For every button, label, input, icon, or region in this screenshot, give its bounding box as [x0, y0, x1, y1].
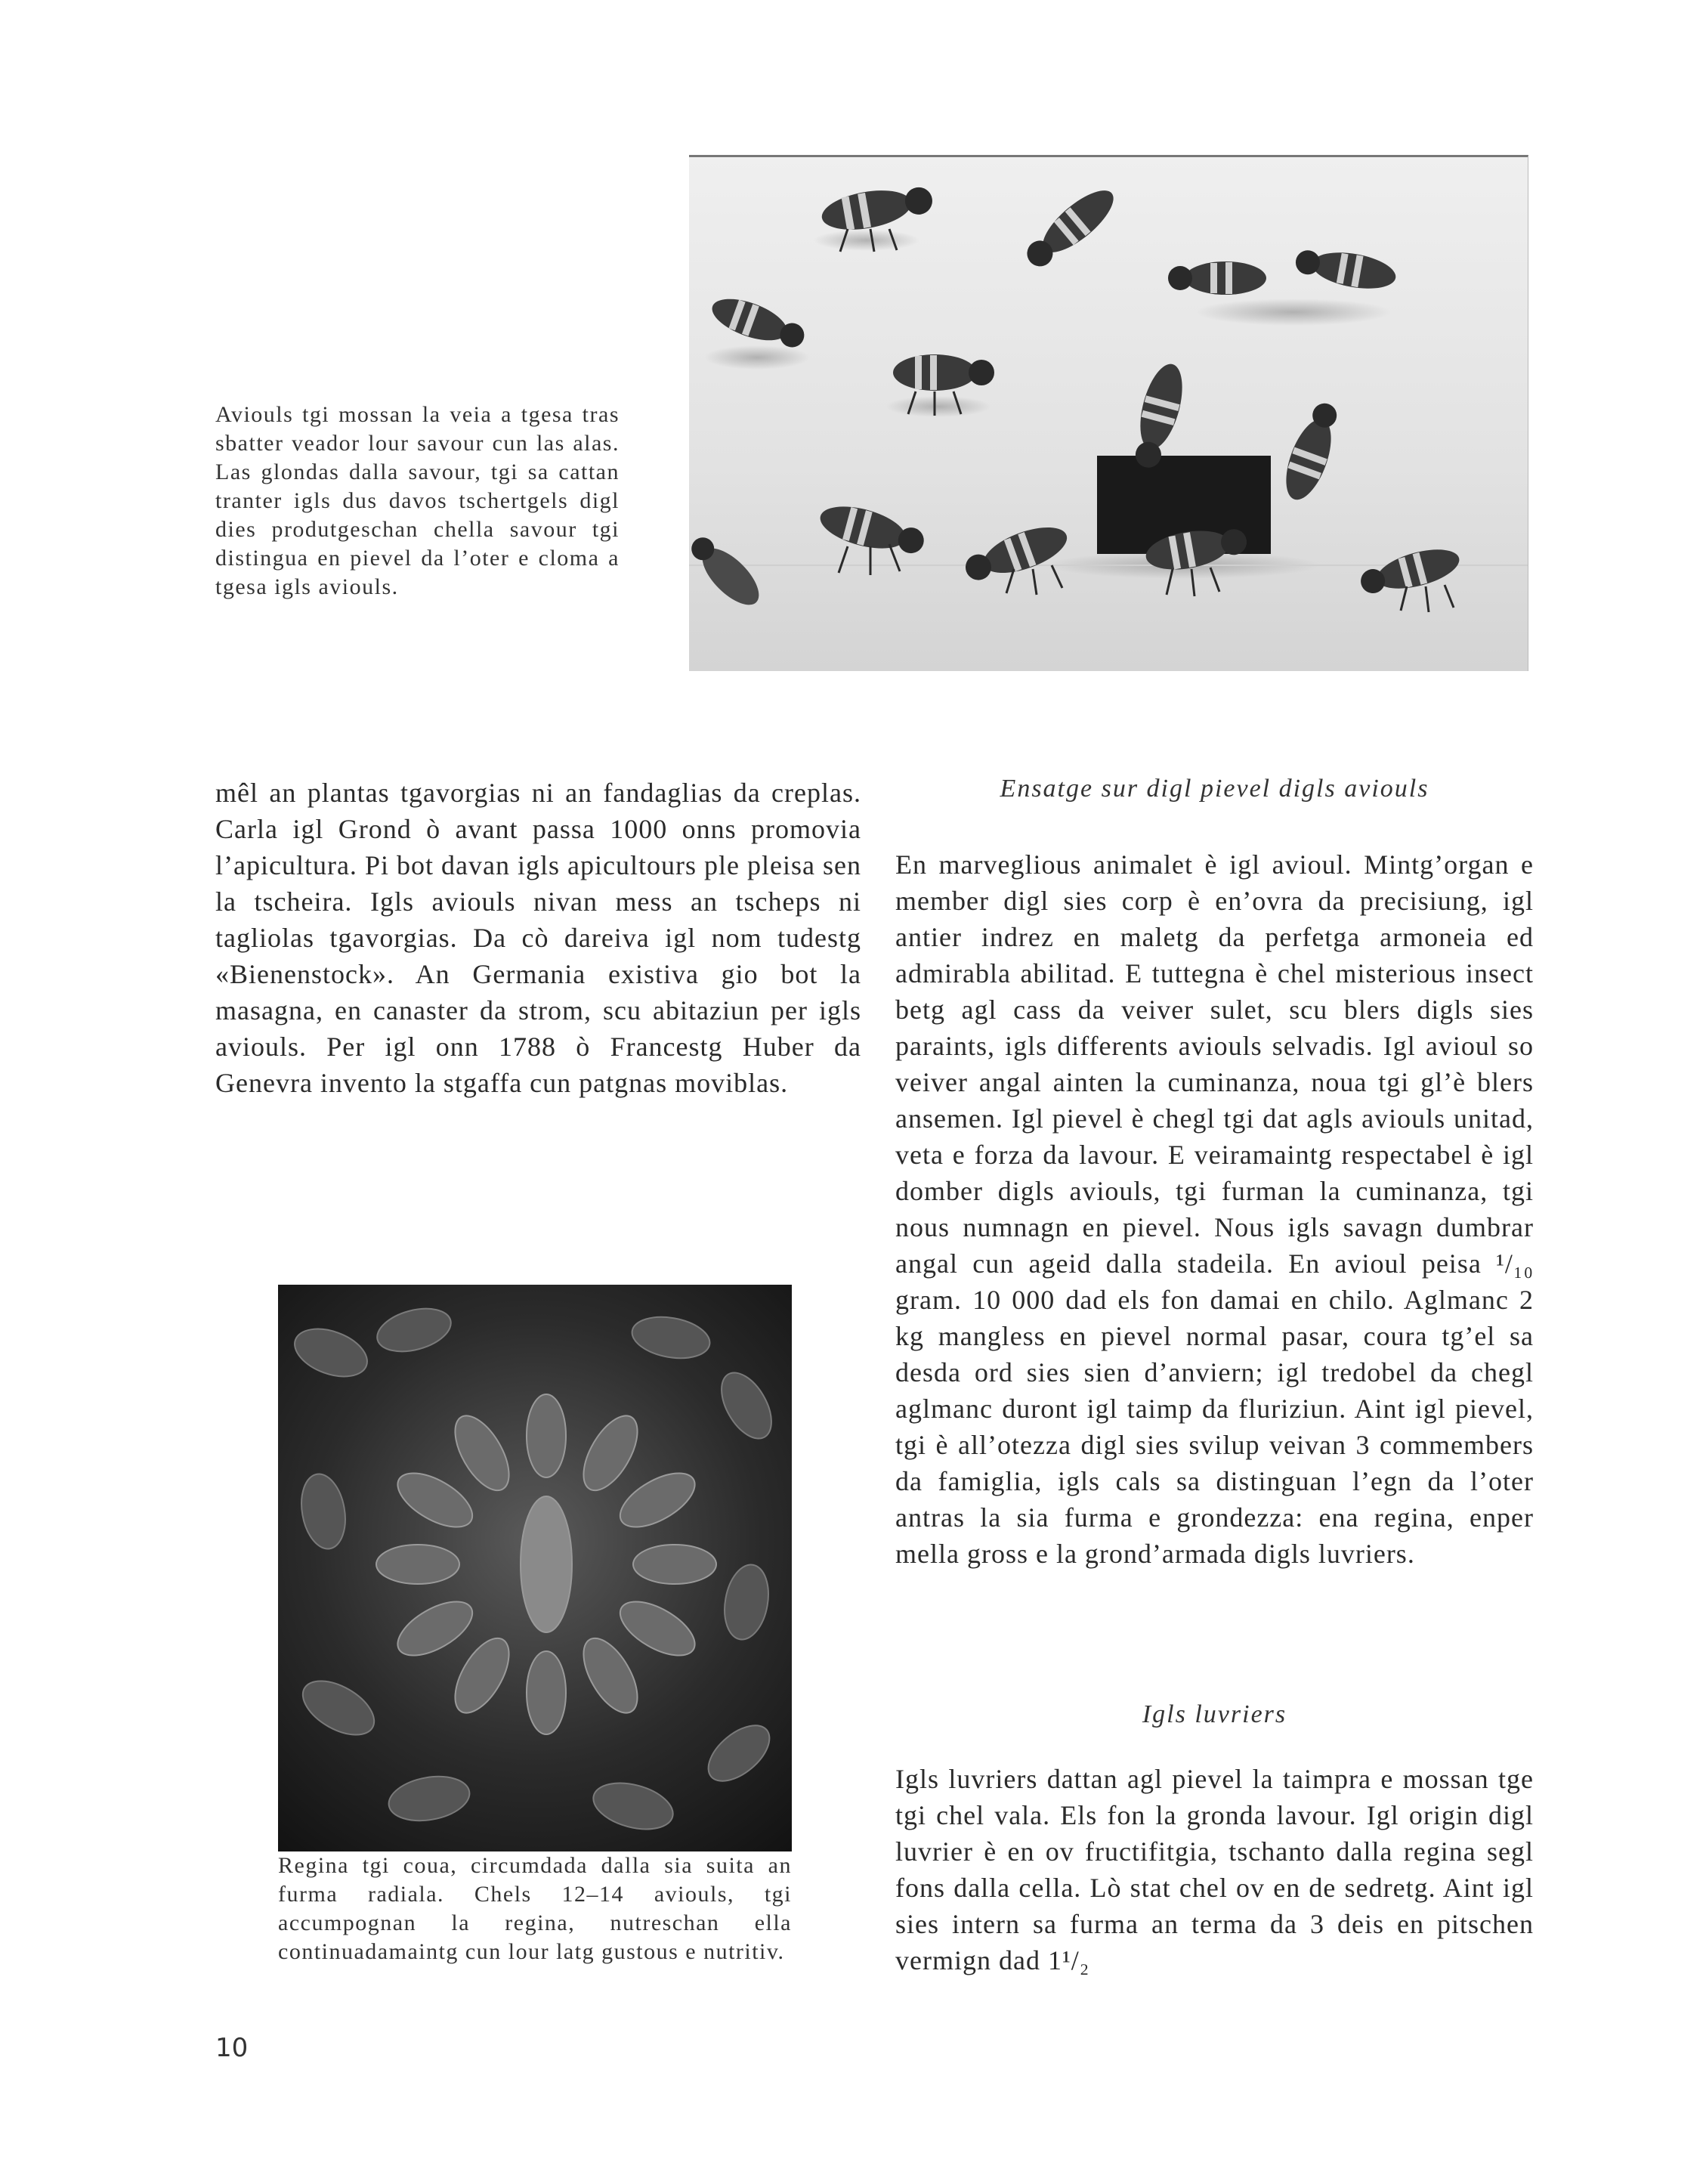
photo-bees-fanning — [689, 155, 1528, 671]
section-heading-luvriers: Igls luvriers — [1142, 1700, 1287, 1728]
caption-bottom: Regina tgi coua, circumdada dalla sia suita an furma radiala. Chels 12–14 aviouls, tgi accumpognan la regina, nutreschan ella continuadamaintg cun lour latg gustous e nutritiv. — [278, 1853, 792, 1964]
left-column-text: mêl an plantas tgavorgias ni an fandaglias da creplas. Carla igl Grond ò avant passa 1000 onns promovia l’apicultura. Pi bot davan igls apicultours ple pleisa sen la tscheira. Igls aviouls nivan mess an tscheps ni tagliolas tgavorgias. Da cò dareiva igl nom tudestg «Bienenstock». An Germania existiva gio bot la masagna, en canaster da strom, scu abitaziun per igls aviouls. Per igl onn 1788 ò Francestg Huber da Genevra invento la stgaffa cun patgnas moviblas. — [215, 778, 861, 1098]
section-heading-pievel: Ensatge sur digl pievel digls aviouls — [1000, 775, 1429, 803]
photo-queen-retinue — [278, 1285, 792, 1851]
page-number: 10 — [215, 2033, 249, 2063]
section-body-luvriers: Igls luvriers dattan agl pievel la taimpra e mossan tge tgi chel vala. Els fon la gronda lavour. Igl origin digl luvrier è en ov fructifitgia, tschanto dalla regina segl fons dalla cella. Lò stat chel ov en de sedretg. Aint igl sies intern sa furma an terma da 3 deis en pitschen vermign dad 1¹/₂ — [895, 1764, 1534, 1975]
section-body-pievel: En marveglious animalet è igl avioul. Mintg’organ e member digl sies corp è en’ovra da precisiung, igl antier indrez en maletg da perfetga armoneia ed admirabla abilitad. E tuttegna è chel misterious insect betg agl cass da veiver sulet, scu blers digls sies paraints, igls differents aviouls selvadis. Igl avioul so veiver angal ainten la cuminanza, noua tgi gl’è blers ansemen. Igl pievel è chegl tgi dat agls aviouls unitad, veta e forza da lavour. E veiramaintg respectabel è igl domber digls aviouls, tgi furman la cuminanza, tgi nous numnagn en pievel. Nous igls savagn dumbrar angal cun ageid dalla stadeila. En avioul peisa ¹/₁₀ gram. 10 000 dad els fon damai en chilo. Aglmanc 2 kg mangless en pievel normal pasar, coura tg’el sa desda ord sies sien d’anviern; igl tredobel da chegl aglmanc duront igl taimp da fluriziun. Aint igl pievel, tgi è all’otezza digl sies svilup veivan 3 commembers da famiglia, igls cals sa distinguan l’egn da l’oter antras la sia furma e grondezza: ena regina, enper mella gross e la grond’armada digls luvriers. — [895, 849, 1534, 1569]
caption-top: Aviouls tgi mossan la veia a tgesa tras sbatter veador lour savour cun las alas. Las glondas dalla savour, tgi sa cattan tranter igls dus davos tschertgels digl dies produtgeschan chella savour tgi distingua en pievel da l’oter e cloma a tgesa igls aviouls. — [215, 402, 620, 599]
